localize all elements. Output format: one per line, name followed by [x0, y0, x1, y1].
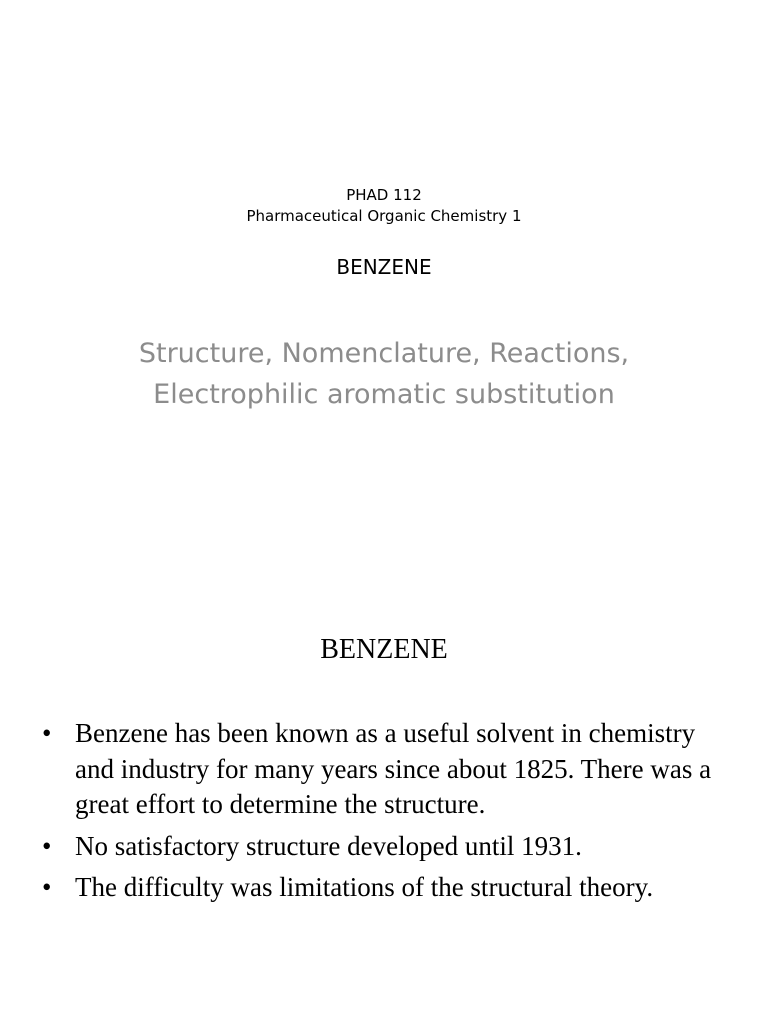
topic-title: BENZENE — [336, 255, 432, 279]
subtitle-line: Electrophilic aromatic substitution — [153, 379, 615, 410]
bullet-list — [40, 716, 740, 912]
bullet-text: No satisfactory structure developed until 1931. — [75, 830, 582, 861]
bullet-text: Benzene has been known as a useful solvent in chemistry and industry for many years since about 1825. There was a great effort to determine the structure. — [75, 718, 712, 819]
subtitle-line: Structure, Nomenclature, Reactions, — [138, 338, 630, 369]
course-code: PHAD 112 — [346, 186, 422, 204]
bullet-item — [40, 829, 740, 865]
bullet-item — [40, 716, 740, 823]
bullet-text: The difficulty was limitations of the structural theory. — [75, 872, 654, 902]
slide-subtitle — [60, 333, 708, 415]
slide-title: BENZENE — [320, 634, 448, 665]
course-name: Pharmaceutical Organic Chemistry 1 — [246, 207, 522, 225]
bullet-item — [40, 870, 740, 906]
bullet-icon: • — [42, 830, 52, 861]
content-slide — [0, 576, 768, 1024]
bullet-icon: • — [42, 872, 52, 902]
bullet-icon: • — [42, 718, 52, 748]
